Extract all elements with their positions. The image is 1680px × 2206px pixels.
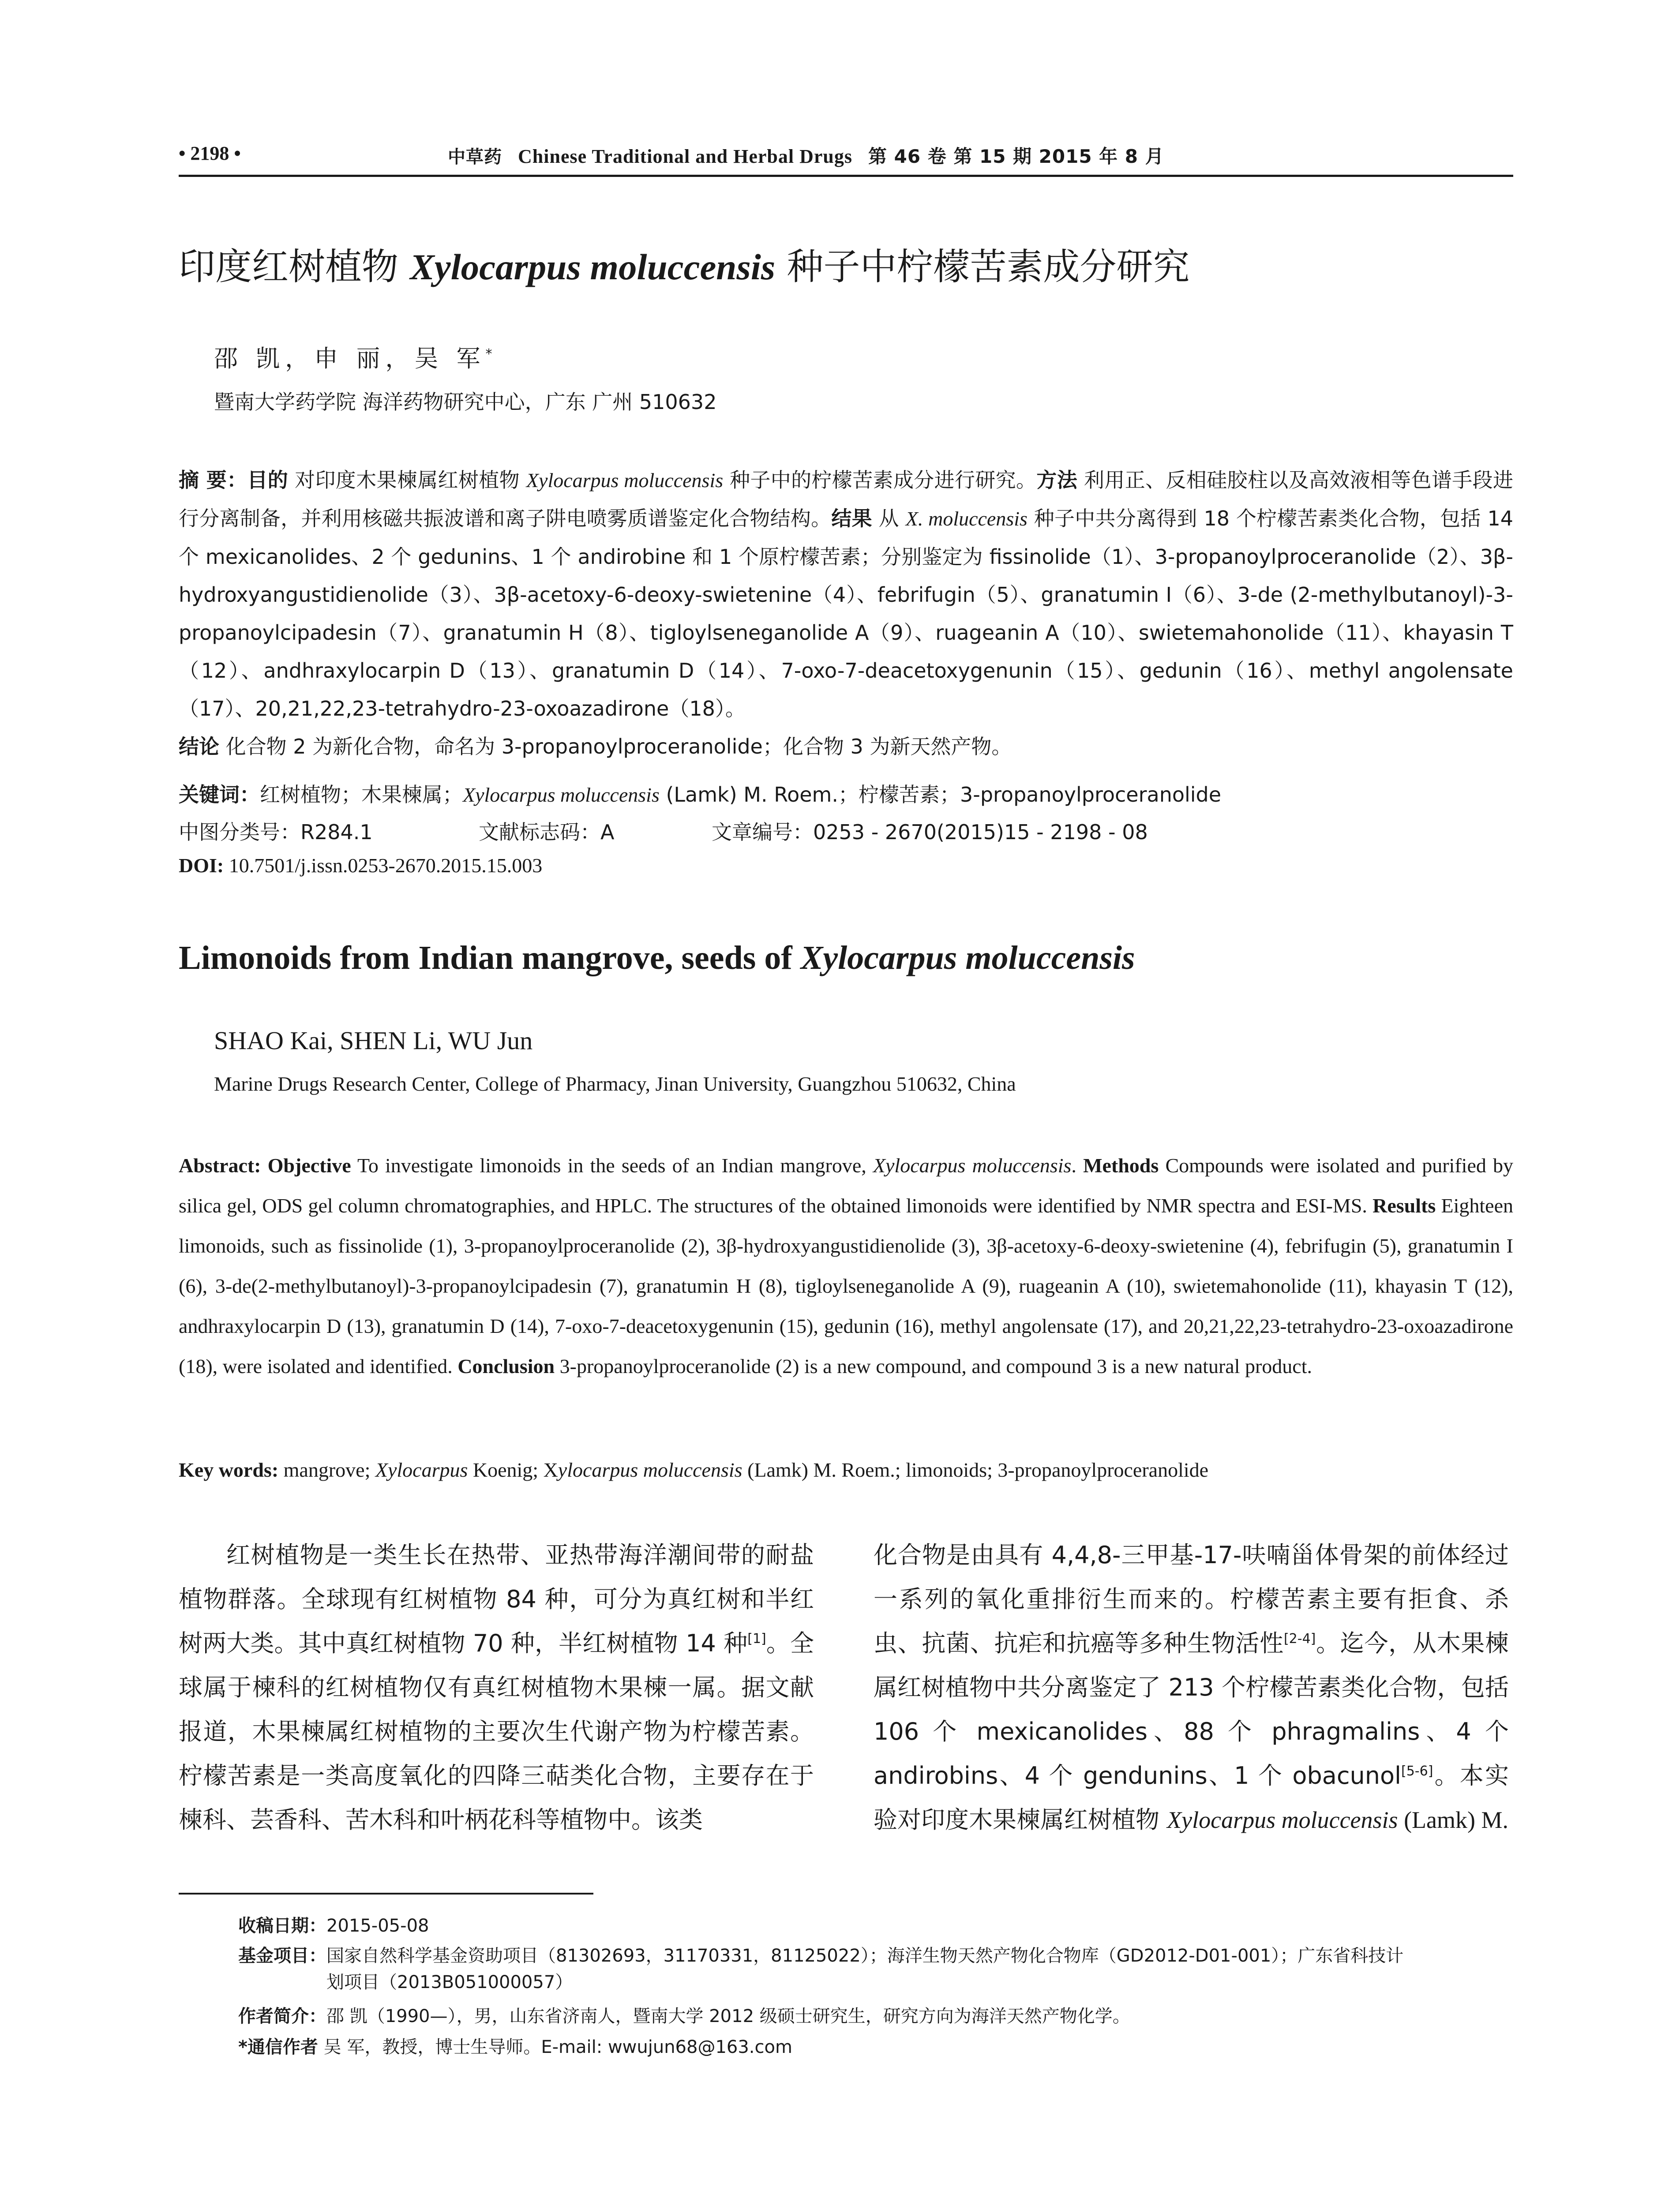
- author-bio: 邵 凯（1990—），男，山东省济南人，暨南大学 2012 级硕士研究生，研究方向为海洋天然产物化学。: [326, 2006, 1130, 2026]
- corresponding-mark: *: [485, 346, 492, 362]
- citation-ref: [1]: [747, 1631, 766, 1647]
- keywords-en-p1: mangrove;: [278, 1459, 375, 1481]
- abstract-cn: [179, 461, 1513, 765]
- corresponding-label: *通信作者: [238, 2037, 318, 2057]
- keywords-cn-pre: 红树植物；木果楝属；: [260, 783, 463, 807]
- affiliation-en: Marine Drugs Research Center, College of Pharmacy, Jinan University, Guangzhou 510632, China: [214, 1073, 1016, 1095]
- abstract-en-methods-text: Compounds were isolated and purified by silica gel, ODS gel column chromatographies, and HPLC. The structures of the obtained limonoids were identified by NMR spectra and ESI-MS.: [179, 1154, 1514, 1217]
- keywords-en-label: Key words:: [179, 1459, 279, 1481]
- keywords-cn-latin: Xylocarpus moluccensis: [463, 784, 660, 806]
- footnote-author: [238, 2003, 1513, 2030]
- results-latin: X. moluccensis: [905, 507, 1028, 530]
- keywords-en: [179, 1458, 1208, 1482]
- abstract-en-objective-label: Abstract: Objective: [179, 1154, 351, 1177]
- objective-post: 种子中的柠檬苦素成分进行研究。: [723, 468, 1037, 492]
- keywords-en-p2: Koenig; X: [468, 1459, 558, 1481]
- conclusion-label: 结论: [179, 735, 219, 758]
- journal-name-en: Chinese Traditional and Herbal Drugs: [518, 146, 853, 167]
- keywords-en-latin2: ylocarpus moluccensis: [558, 1459, 742, 1481]
- affiliation-cn: 暨南大学药学院 海洋药物研究中心，广东 广州 510632: [214, 390, 717, 414]
- footnote-fund: [238, 1943, 1513, 1996]
- keywords-en-p3: (Lamk) M. Roem.; limonoids; 3-propanoylproceranolide: [742, 1459, 1209, 1481]
- doi-value: 10.7501/j.issn.0253-2670.2015.15.003: [224, 854, 543, 877]
- clc-number: 中图分类号：R284.1: [179, 820, 373, 844]
- doi-label: DOI:: [179, 854, 224, 877]
- footnote-corresponding: [238, 2034, 1513, 2060]
- author-label: 作者简介：: [238, 2006, 326, 2026]
- results-text: 种子中共分离得到 18 个柠檬苦素类化合物，包括 14 个 mexicanolides、2 个 gedunins、1 个 andirobine 和 1 个原柠檬苦素；分别鉴定为 fissinolide（1）、3-propanoylproceranolide（2）、3β-hydroxyangustidienolide（3）、3β-acetoxy-6-deoxy-swietenine（4）、febrifugin（5）、granatumin I（6）、3-de (2-methylbutanoyl)-3-propanoylcipadesin（7）、granatumin H（8）、tigloylseneganolide A（9）、ruageanin A（10）、swietemahonolide（11）、khayasin T（12）、andhraxylocarpin D（13）、granatumin D（14）、7-oxo-7-deacetoxygenunin（15）、gedunin（16）、methyl angolensate（17）、20,21,22,23-tetrahydro-23-oxoazadirone（18）。: [179, 506, 1514, 720]
- running-header: [179, 142, 1513, 173]
- methods-text: 利用正、反相硅胶柱以及高效液相等色谱手段进行分离制备，并利用核磁共振波谱和离子阱电喷雾质谱鉴定化合物结构。: [179, 468, 1514, 530]
- abstract-en-conclusion-label: Conclusion: [458, 1355, 555, 1377]
- page-number: • 2198 •: [179, 143, 241, 164]
- authors-cn: [214, 340, 492, 374]
- title-cn-latin: Xylocarpus moluccensis: [410, 247, 776, 287]
- abstract-cn-label: 摘 要：: [179, 468, 248, 492]
- abstract-en-results-text: Eighteen limonoids, such as fissinolide (1), 3-propanoylproceranolide (2), 3β-hydroxyangustidienolide (3), 3β-acetoxy-6-deoxy-swietenine (4), febrifugin (5), granatumin I (6), 3-de(2-methylbutanoyl)-3-propanoylcipadesin (7), granatumin H (8), tigloylseneganolide A (9), ruageanin A (10), swietemahonolide (11), khayasin T (12), andhraxylocarpin D (13), granatumin D (14), 7-oxo-7-deacetoxygenunin (15), gedunin (16), methyl angolensate (17), and 20,21,22,23-tetrahydro-23-oxoazadirone (18), were isolated and identified.: [179, 1194, 1514, 1377]
- fund-text-cont: 划项目（2013B051000057）: [326, 1972, 573, 1992]
- title-en-latin: Xylocarpus moluccensis: [800, 939, 1135, 976]
- authors-cn-names: 邵 凯，申 丽，吴 军: [214, 345, 486, 372]
- objective-text: 对印度木果楝属红树植物: [288, 468, 526, 492]
- body-right-text-b: 。迄今，从木果楝属红树植物中共分离鉴定了 213 个柠檬苦素类化合物，包括 106 个 mexicanolides、88 个 phragmalins、4 个 andirobins、4 个 gendunins、1 个 obacunol: [874, 1629, 1509, 1790]
- article-number: 文章编号：0253 - 2670(2015)15 - 2198 - 08: [712, 820, 1148, 844]
- abstract-en-results-label: Results: [1372, 1194, 1436, 1217]
- title-en: [179, 939, 1135, 977]
- title-cn: [179, 245, 1513, 289]
- body-column-right: [874, 1533, 1509, 1842]
- citation-ref: [2-4]: [1283, 1631, 1316, 1647]
- results-pre: 从: [872, 506, 906, 530]
- document-code: 文献标志码：A: [479, 820, 615, 844]
- received-date: 2015-05-08: [326, 1916, 429, 1936]
- body-right-latin: Xylocarpus moluccensis: [1167, 1807, 1398, 1833]
- corresponding-text: 吴 军，教授，博士生导师。E-mail: wwujun68@163.com: [318, 2037, 792, 2057]
- citation-ref: [5-6]: [1401, 1763, 1433, 1779]
- doi: [179, 854, 542, 877]
- objective-latin: Xylocarpus moluccensis: [526, 469, 724, 491]
- keywords-en-latin1: Xylocarpus: [375, 1459, 468, 1481]
- authors-en: SHAO Kai, SHEN Li, WU Jun: [214, 1026, 533, 1055]
- body-left-text-a: 红树植物是一类生长在热带、亚热带海洋潮间带的耐盐植物群落。全球现有红树植物 84 种，可分为真红树和半红树两大类。其中真红树植物 70 种，半红树植物 14 种: [179, 1541, 814, 1657]
- body-right-text-d: (Lamk) M.: [1398, 1807, 1508, 1833]
- methods-label: 方法: [1036, 468, 1078, 492]
- results-label: 结果: [831, 506, 872, 530]
- fund-text: 国家自然科学基金资助项目（81302693，31170331，81125022）；海洋生物天然产物化合物库（GD2012-D01-001）；广东省科技计: [326, 1946, 1404, 1966]
- keywords-cn-label: 关键词：: [179, 783, 260, 807]
- title-en-pre: Limonoids from Indian mangrove, seeds of: [179, 939, 801, 976]
- title-cn-pre: 印度红树植物: [179, 245, 410, 288]
- body-right-text-c: 。本实验对印度木果楝属红树植物: [874, 1762, 1509, 1834]
- journal-line: [448, 142, 1164, 169]
- abstract-en-objective-text: To investigate limonoids in the seeds of an Indian mangrove,: [351, 1154, 873, 1177]
- fund-label: 基金项目：: [238, 1946, 326, 1966]
- header-rule: [179, 175, 1513, 177]
- conclusion-text: 化合物 2 为新化合物，命名为 3-propanoylproceranolide；化合物 3 为新天然产物。: [219, 735, 1012, 758]
- footnote-rule: [179, 1893, 593, 1895]
- title-cn-post: 种子中柠檬苦素成分研究: [775, 245, 1190, 288]
- abstract-en-methods-label: Methods: [1083, 1154, 1159, 1177]
- journal-name-cn: 中草药: [448, 147, 502, 167]
- objective-label: 目的: [247, 468, 289, 492]
- footnote-received: [238, 1913, 1513, 1939]
- body-right-text-a: 化合物是由具有 4,4,8-三甲基-17-呋喃甾体骨架的前体经过一系列的氧化重排衍生而来的。柠檬苦素主要有拒食、杀虫、抗菌、抗疟和抗癌等多种生物活性: [874, 1541, 1509, 1657]
- body-left-text-b: 。全球属于楝科的红树植物仅有真红树植物木果楝一属。据文献报道，木果楝属红树植物的主要次生代谢产物为柠檬苦素。柠檬苦素是一类高度氧化的四降三萜类化合物，主要存在于楝科、芸香科、苦木科和叶柄花科等植物中。该类: [179, 1629, 814, 1834]
- abstract-en-objective-post: .: [1071, 1154, 1084, 1177]
- keywords-cn-post: (Lamk) M. Roem.；柠檬苦素；3-propanoylproceranolide: [659, 783, 1222, 807]
- keywords-cn: [179, 779, 1221, 808]
- abstract-en-objective-latin: Xylocarpus moluccensis: [873, 1154, 1072, 1177]
- body-column-left: [179, 1533, 814, 1842]
- abstract-en: [179, 1145, 1513, 1386]
- issue-info: 第 46 卷 第 15 期 2015 年 8 月: [868, 146, 1164, 167]
- abstract-en-conclusion-text: 3-propanoylproceranolide (2) is a new compound, and compound 3 is a new natural product.: [555, 1355, 1312, 1377]
- classification-row: [179, 816, 1513, 843]
- received-label: 收稿日期：: [238, 1916, 326, 1936]
